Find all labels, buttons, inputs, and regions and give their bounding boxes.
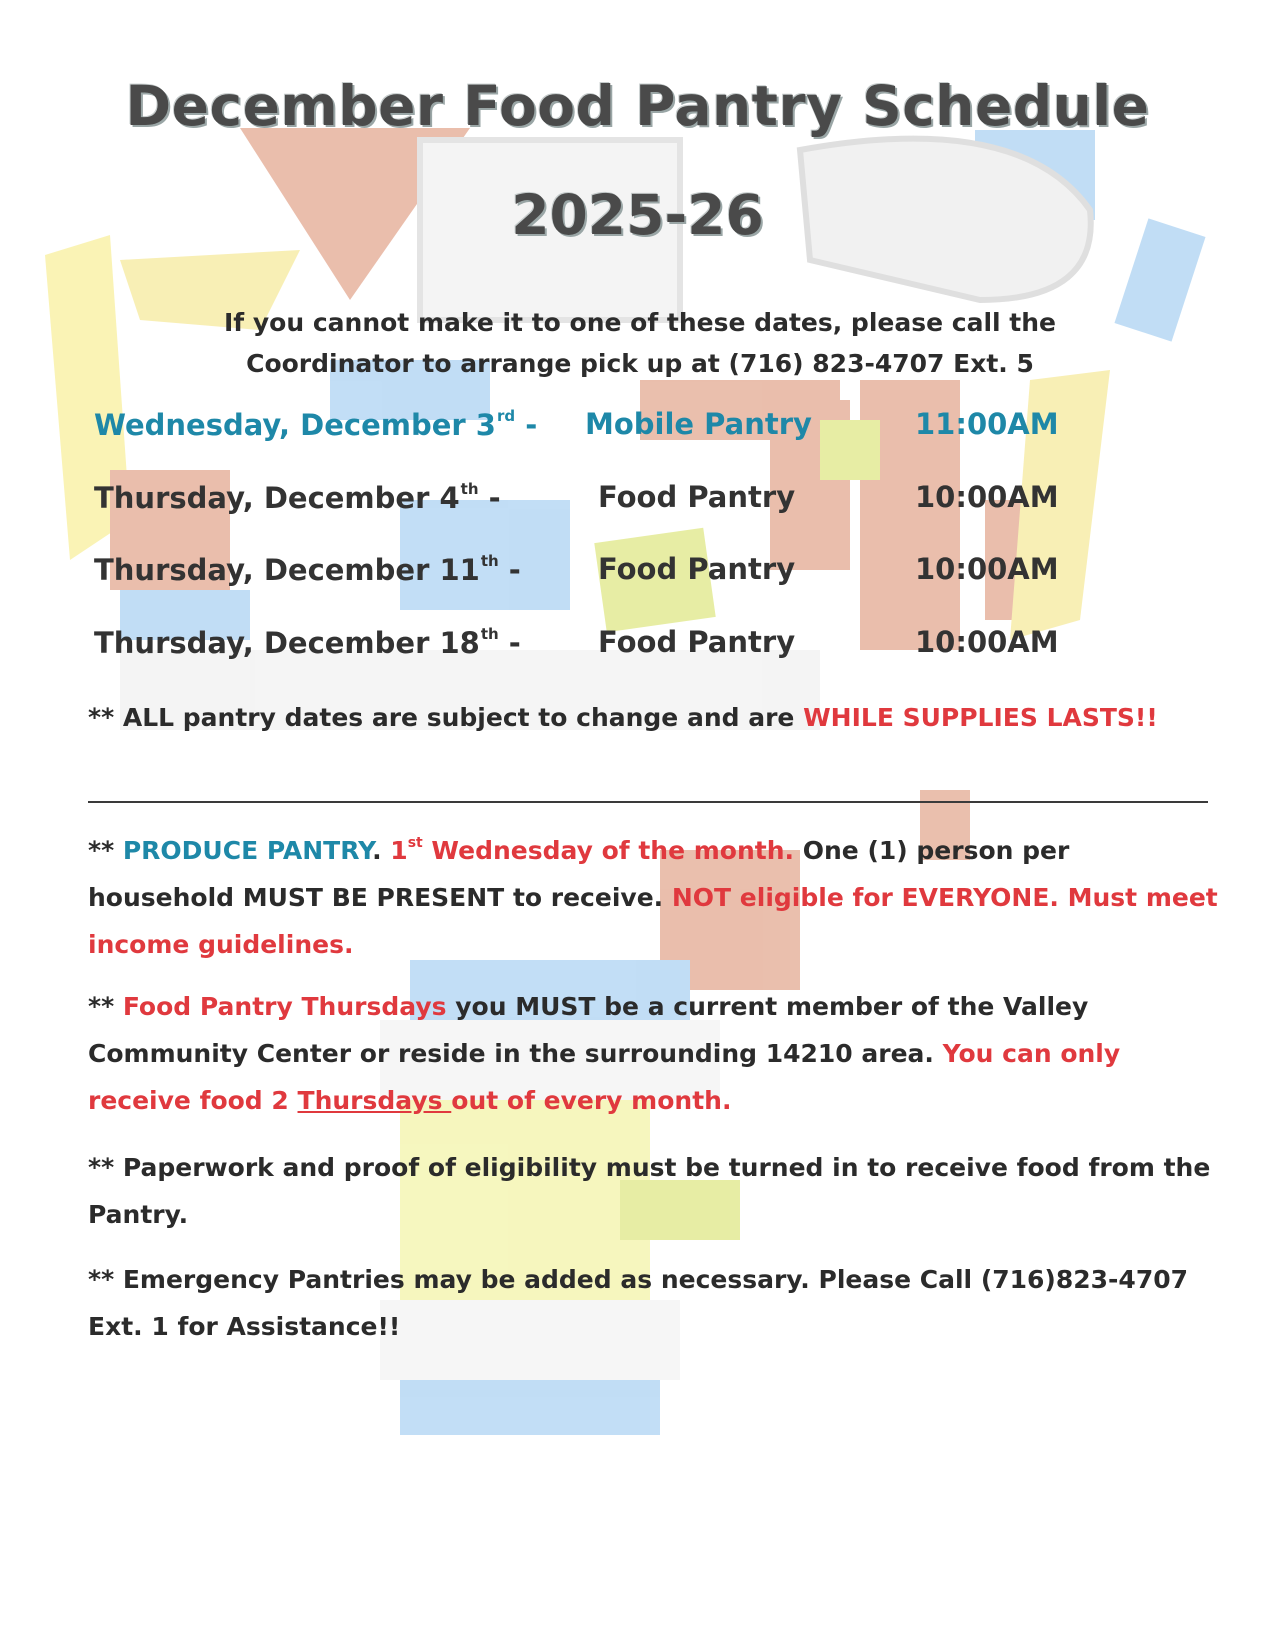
note-all-dates: ** ALL pantry dates are subject to change and are WHILE SUPPLIES LASTS!!: [88, 703, 1158, 732]
note-paperwork: ** Paperwork and proof of eligibility must be turned in to receive food from the Pantry.: [88, 1153, 1211, 1229]
schedule-time: 10:00AM: [915, 552, 1059, 586]
schedule-day: Thursday, December 18th -: [94, 625, 521, 660]
produce-pantry-title: PRODUCE PANTRY: [122, 836, 373, 865]
schedule-row-dec-11: [0, 552, 1275, 592]
note-produce-pantry: ** PRODUCE PANTRY. 1st Wednesday of the month. One (1) person per household MUST BE PRESENT to receive. NOT eligible for EVERYONE. Must meet income guidelines.: [88, 835, 1218, 959]
thursdays-title: Food Pantry Thursdays: [122, 992, 447, 1021]
page-title: December Food Pantry Schedule: [125, 74, 1150, 138]
schedule-time: 10:00AM: [915, 625, 1059, 659]
schedule-row-mobile-pantry: [0, 407, 1275, 447]
supplies-warning: WHILE SUPPLIES LASTS!!: [803, 703, 1158, 732]
schedule-time: 11:00AM: [915, 407, 1059, 441]
schedule-day: Thursday, December 4th -: [94, 480, 501, 515]
schedule-day: Thursday, December 11th -: [94, 552, 521, 587]
schedule-type: Mobile Pantry: [585, 407, 812, 441]
schedule-row-dec-4: [0, 480, 1275, 520]
note-emergency: ** Emergency Pantries may be added as necessary. Please Call (716)823-4707 Ext. 1 for Assistance!!: [88, 1265, 1188, 1341]
schedule-type: Food Pantry: [598, 552, 796, 586]
page-subtitle-year: 2025-26: [511, 183, 764, 247]
schedule-row-dec-18: [0, 625, 1275, 665]
schedule-type: Food Pantry: [598, 625, 796, 659]
intro-line-1: If you cannot make it to one of these dates, please call the: [223, 308, 1056, 337]
note-food-pantry-thursdays: ** Food Pantry Thursdays you MUST be a current member of the Valley Community Center or reside in the surrounding 14210 area. You can only receive food 2 Thursdays out of every month.: [88, 992, 1121, 1115]
section-divider: [88, 801, 1208, 803]
schedule-time: 10:00AM: [915, 480, 1059, 514]
intro-line-2: Coordinator to arrange pick up at (716) 823-4707 Ext. 5: [246, 349, 1034, 378]
schedule-type: Food Pantry: [598, 480, 796, 514]
schedule-day: Wednesday, December 3rd -: [94, 407, 538, 442]
intro-text: [140, 302, 1140, 384]
